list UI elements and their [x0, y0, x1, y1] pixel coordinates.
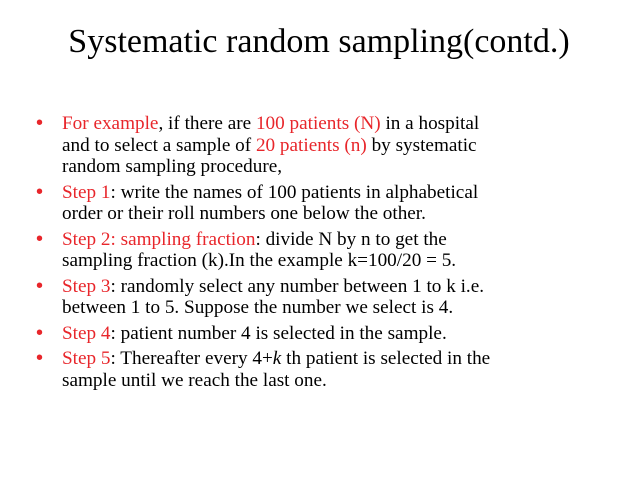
- text-segment: , if there are: [158, 113, 256, 134]
- text-segment: : patient number 4 is selected in the sample.: [110, 322, 447, 344]
- bullet-item: [34, 323, 624, 345]
- text-segment: For example: [62, 113, 159, 134]
- text-segment: 20 patients (n): [255, 134, 367, 156]
- slide-title: Systematic random sampling(contd.): [68, 23, 570, 60]
- bullet-dot-icon: •: [36, 347, 44, 369]
- bullet-list: [34, 113, 624, 395]
- bullet-item: [34, 229, 624, 272]
- bullet-dot-icon: •: [36, 180, 44, 203]
- text-segment: order or their roll numbers one below the other.: [62, 203, 426, 224]
- bullet-item: [34, 276, 624, 319]
- bullet-dot-icon: •: [36, 321, 44, 344]
- text-segment: th patient is selected in the: [281, 348, 491, 369]
- bullet-item: [34, 182, 624, 225]
- text-segment: : write the names of 100 patients in alphabetical: [110, 181, 479, 203]
- bullet-item: [34, 113, 624, 178]
- bullet-dot-icon: •: [36, 227, 44, 250]
- text-segment: 100 patients (N): [255, 113, 381, 134]
- text-segment: k: [272, 348, 282, 369]
- text-segment: : Thereafter every 4+: [110, 348, 273, 369]
- text-segment: sample until we reach the last one.: [62, 369, 327, 391]
- bullet-item: [34, 348, 624, 391]
- text-segment: Step 4: [62, 322, 111, 344]
- bullet-dot-icon: •: [36, 112, 44, 134]
- text-segment: in a hospital: [380, 113, 480, 134]
- text-segment: : randomly select any number between 1 to k i.e.: [110, 275, 485, 297]
- text-segment: : divide N by n to get the: [255, 228, 447, 250]
- text-segment: Step 5: [62, 348, 111, 369]
- bullet-dot-icon: •: [36, 274, 44, 297]
- text-segment: Step 3: [62, 275, 111, 297]
- text-segment: Step 1: [62, 181, 111, 203]
- text-segment: and to select a sample of: [62, 134, 256, 156]
- text-segment: sampling fraction (k).In the example k=100/20 = 5.: [62, 250, 457, 271]
- text-segment: Step 2: sampling fraction: [62, 228, 256, 250]
- text-segment: between 1 to 5. Suppose the number we select is 4.: [62, 297, 454, 318]
- text-segment: by systematic: [366, 134, 477, 156]
- text-segment: random sampling procedure,: [62, 156, 283, 177]
